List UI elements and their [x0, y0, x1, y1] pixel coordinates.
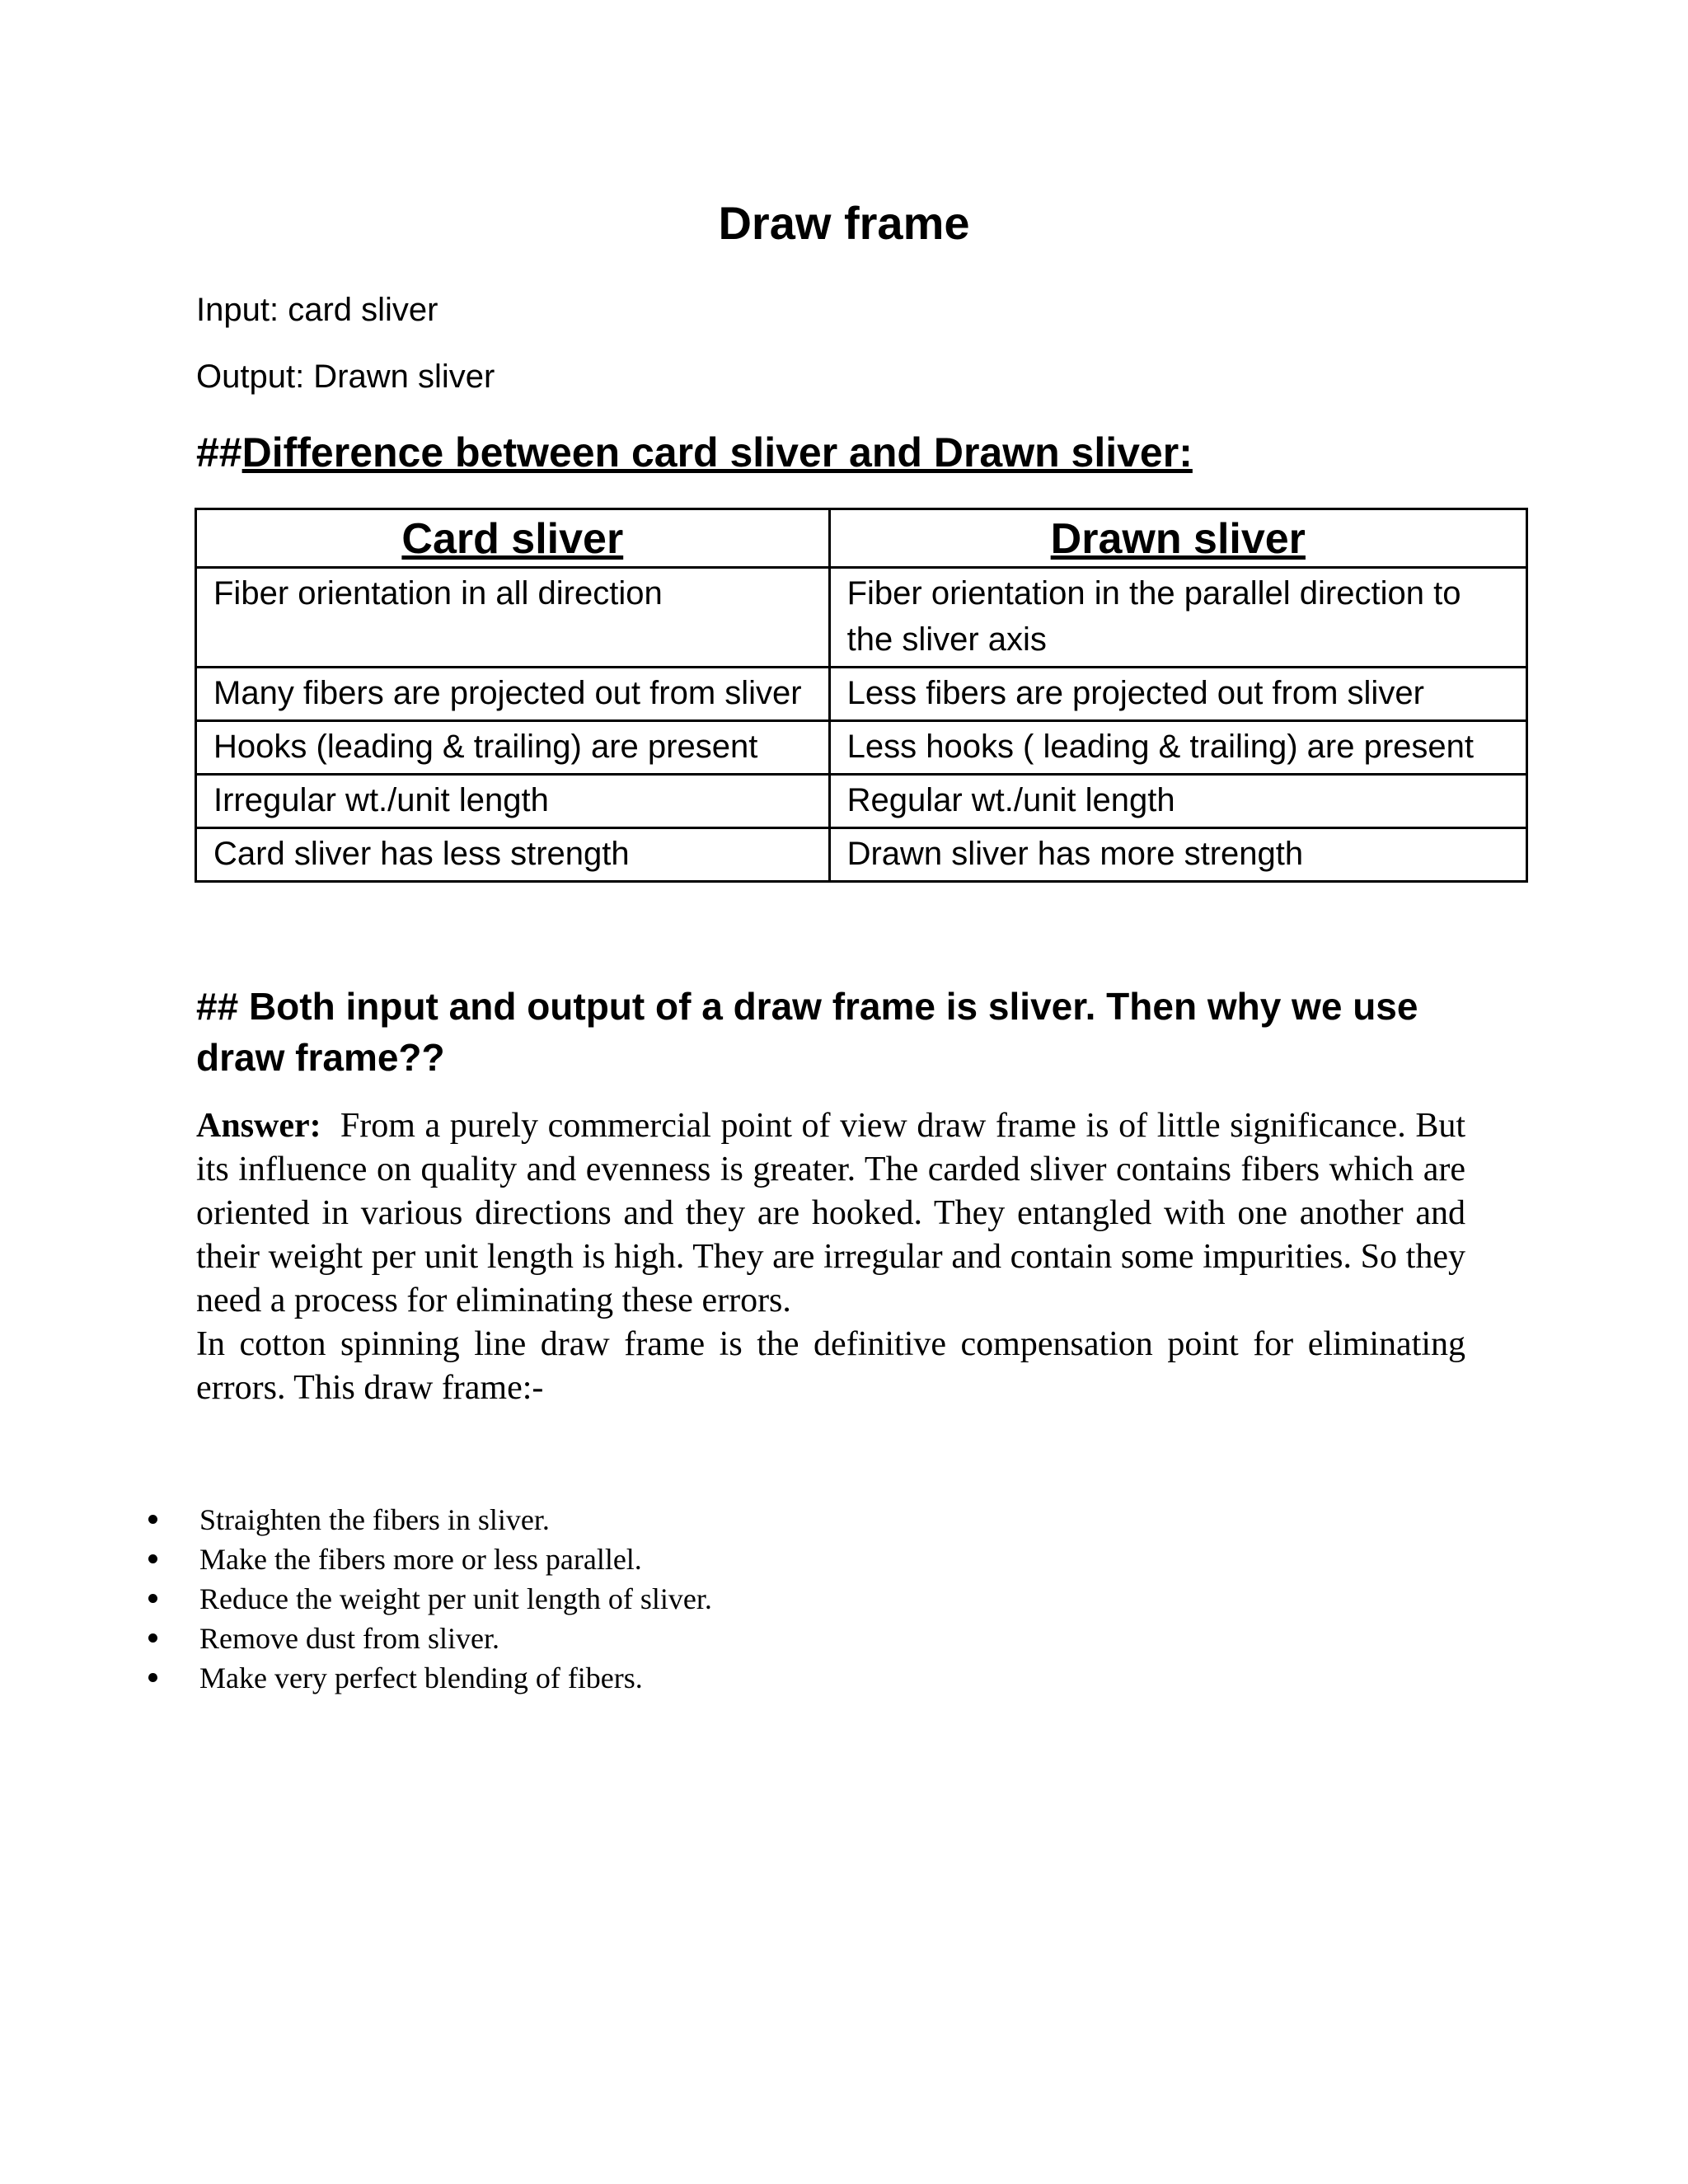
- table-cell: Regular wt./unit length: [829, 775, 1526, 828]
- difference-heading-prefix: ##: [196, 429, 242, 476]
- bullet-icon: [148, 1673, 157, 1682]
- bullet-icon: [148, 1554, 157, 1563]
- difference-heading-text: Difference between card sliver and Drawn sliver:: [241, 429, 1193, 476]
- table-cell: Drawn sliver has more strength: [829, 828, 1526, 882]
- answer-paragraph-2: In cotton spinning line draw frame is the definitive compensation point for eliminating errors. This draw frame:-: [196, 1325, 1465, 1407]
- table-header-row: [196, 509, 1527, 568]
- input-line: Input: card sliver: [196, 292, 438, 328]
- list-item-text: Make very perfect blending of fibers.: [199, 1661, 643, 1694]
- answer-label: Answer:: [196, 1107, 321, 1145]
- table-cell: Irregular wt./unit length: [196, 775, 830, 828]
- table-cell: Fiber orientation in the parallel direction to the sliver axis: [829, 568, 1526, 668]
- table-row: [196, 668, 1527, 721]
- question-heading: ## Both input and output of a draw frame is sliver. Then why we use draw frame??: [196, 985, 1418, 1079]
- answer-block: [196, 1104, 1465, 1410]
- list-item: [148, 1500, 712, 1540]
- table-row: [196, 568, 1527, 668]
- page-title: Draw frame: [718, 197, 970, 249]
- bullet-icon: [148, 1633, 157, 1643]
- function-list: [148, 1500, 712, 1698]
- table-row: [196, 828, 1527, 882]
- list-item: [148, 1540, 712, 1579]
- answer-paragraph-1: [196, 1104, 1465, 1323]
- bullet-icon: [148, 1594, 157, 1603]
- comparison-table: [195, 508, 1528, 883]
- table-cell: Card sliver has less strength: [196, 828, 830, 882]
- table-cell: Hooks (leading & trailing) are present: [196, 721, 830, 775]
- list-item: [148, 1579, 712, 1619]
- list-item-text: Remove dust from sliver.: [199, 1622, 499, 1655]
- table-row: [196, 775, 1527, 828]
- header-drawn-sliver: Drawn sliver: [829, 509, 1526, 568]
- list-item-text: Reduce the weight per unit length of sliver.: [199, 1582, 712, 1615]
- table-cell: Less fibers are projected out from sliver: [829, 668, 1526, 721]
- list-item-text: Straighten the fibers in sliver.: [199, 1503, 550, 1536]
- bullet-icon: [148, 1515, 157, 1524]
- table-cell: Many fibers are projected out from sliver: [196, 668, 830, 721]
- table-cell: Fiber orientation in all direction: [196, 568, 830, 668]
- answer-text-1: From a purely commercial point of view draw frame is of little significance. But its influence on quality and evenness is greater. The carded sliver contains fibers which are oriented in various directions and they are hooked. They entangled with one another and their weight per unit length is high. They are irregular and contain some impurities. So they need a process for eliminating these errors.: [196, 1107, 1465, 1319]
- header-card-sliver: Card sliver: [196, 509, 830, 568]
- list-item: [148, 1619, 712, 1658]
- table-cell: Less hooks ( leading & trailing) are present: [829, 721, 1526, 775]
- difference-heading: [196, 429, 1193, 476]
- table-row: [196, 721, 1527, 775]
- list-item-text: Make the fibers more or less parallel.: [199, 1543, 642, 1576]
- list-item: [148, 1658, 712, 1698]
- output-line: Output: Drawn sliver: [196, 359, 495, 395]
